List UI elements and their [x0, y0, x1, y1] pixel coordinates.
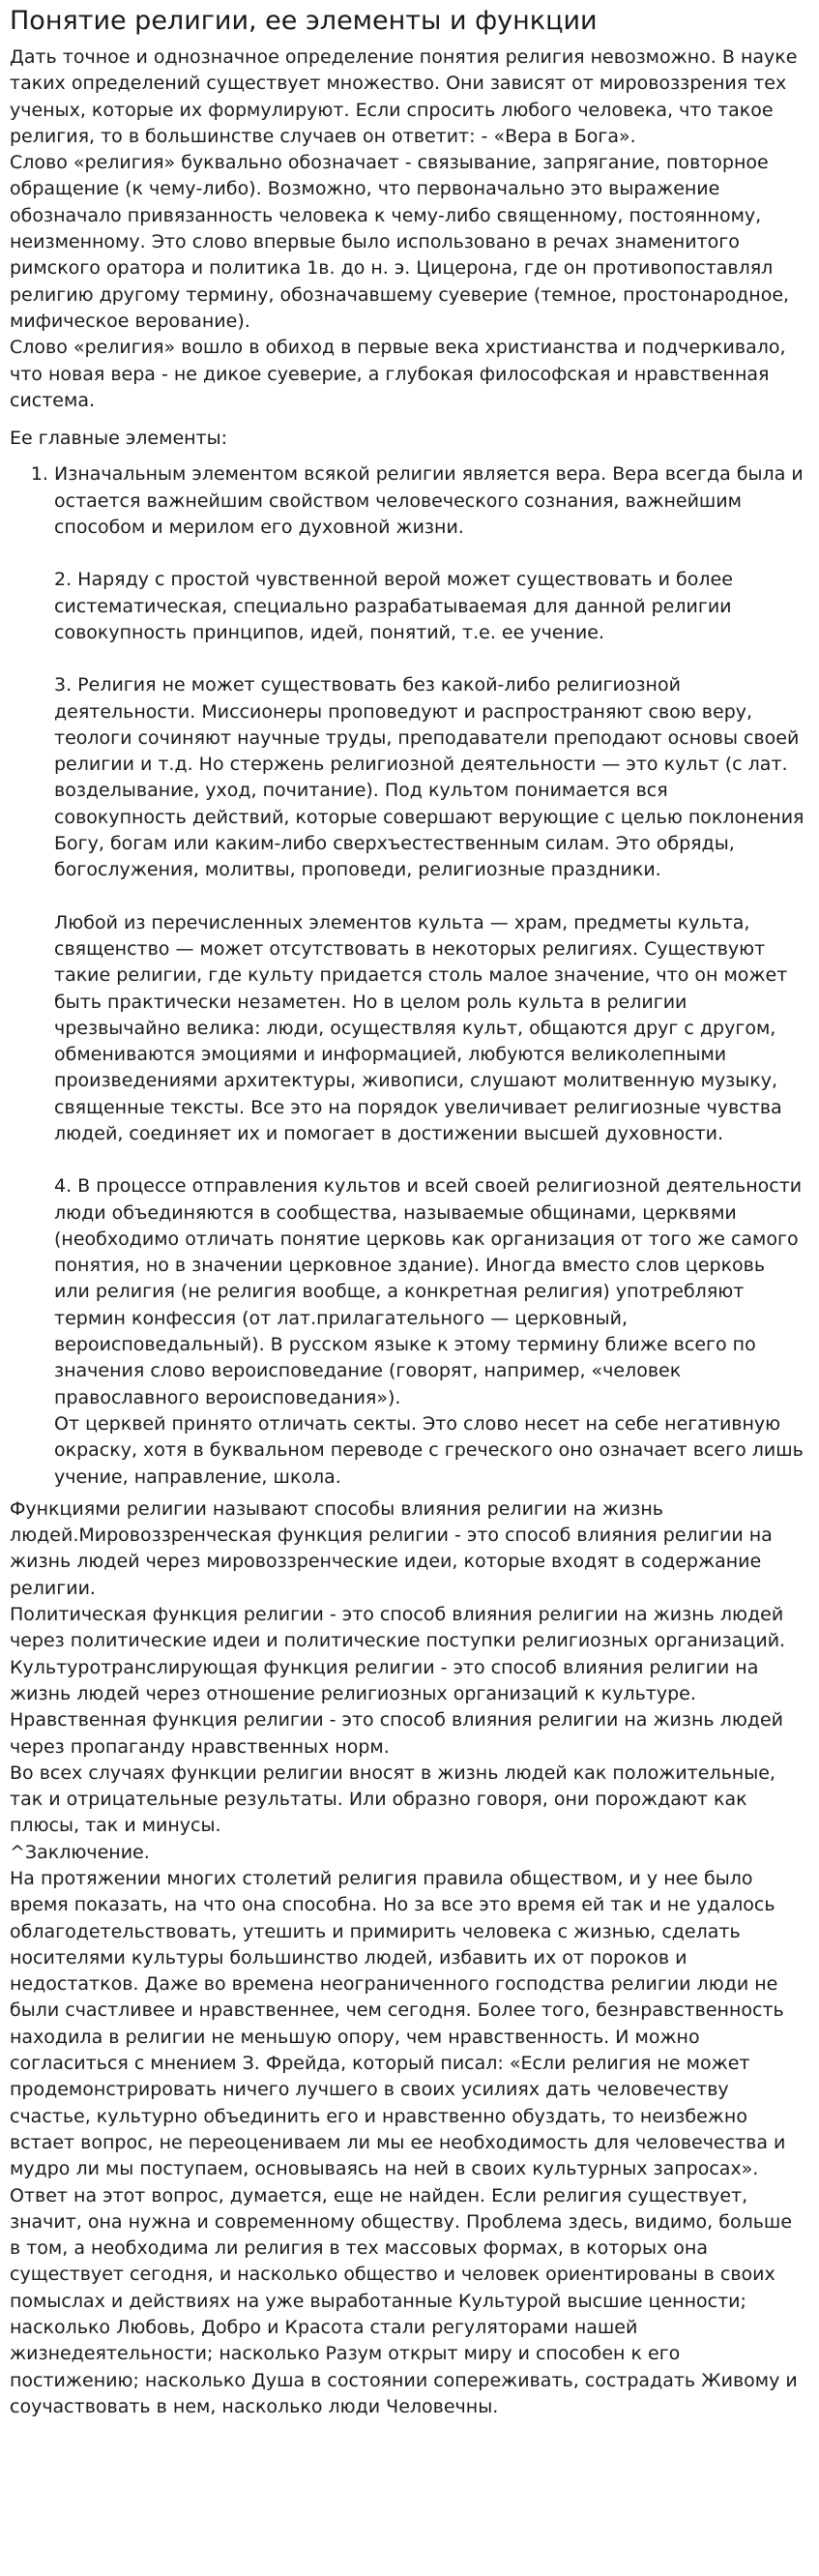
intro-paragraph: Слово «религия» вошло в обиход в первые века христианства и подчеркивало, что новая вера - не дикое суеверие, а глубокая философская и нравственная система.	[10, 337, 786, 411]
intro-paragraph: Дать точное и однозначное определение понятия религия невозможно. В науке таких определений существует множество. Они зависят от мировоззрения тех ученых, которые их формулируют. Если спросить любого человека, что такое религия, то в большинстве случаев он ответит: - «Вера в Бога».	[10, 46, 798, 147]
element-paragraph: 2. Наряду с простой чувственной верой может существовать и более систематическая, специально разрабатываемая для данной религии совокупность принципов, идей, понятий, т.е. ее учение.	[54, 569, 733, 643]
functions-paragraph: Нравственная функция религии - это способ влияния религии на жизнь людей через пропаганду нравственных норм.	[10, 1709, 783, 1758]
conclusion-paragraph: Ответ на этот вопрос, думается, еще не найден. Если религия существует, значит, она нужна и современному обществу. Проблема здесь, видимо, больше в том, а необходима ли религия в тех массовых формах, в которых она существует сегодня, и насколько общество и человек ориентированы в своих помыслах и действиях на уже выработанные Культурой высшие ценности; насколько Любовь, Добро и Красота стали регуляторами нашей жизнедеятельности; насколько Разум открыт миру и способен к его постижению; насколько Душа в состоянии сопереживать, сострадать Живому и соучаствовать в нем, насколько люди Человечны.	[10, 2184, 798, 2417]
element-paragraph: 4. В процессе отправления культов и всей своей религиозной деятельности люди объединяются в сообщества, называемые общинами, церквями (необходимо отличать понятие церковь как организация от того же самого понятия, но в значении церковное здание). Иногда вместо слов церковь или религия (не религия вообще, а конкретная религия) употребляют термин конфессия (от лат.прилагательного — церковный, вероисповедальный). В русском языке к этому термину ближе всего по значения слово вероисповедание (говорят, например, «человек православного вероисповедания»).	[54, 1175, 803, 1408]
intro-section	[10, 44, 805, 414]
conclusion-paragraph: На протяжении многих столетий религия правила обществом, и у нее было время показать, на что она способна. Но за все это время ей так и не удалось облагодетельствовать, утешить и примирить человека с жизнью, сделать носителями культуры большинство людей, избавить их от пороков и недостатков. Даже во времена неограниченного господства религии люди не были счастливее и нравственнее, чем сегодня. Более того, безнравственность находила в религии не меньшую опору, чем нравственность. И можно согласиться с мнением З. Фрейда, который писал: «Если религия не может продемонстрировать ничего лучшего в своих усилиях дать человечеству счастье, культурно объединить его и нравственно обуздать, то неизбежно встает вопрос, не переоцениваем ли мы ее необходимость для человечества и мудро ли мы поступаем, основываясь на ней в своих культурных запросах».	[10, 1868, 786, 2180]
element-paragraph: Любой из перечисленных элементов культа — храм, предметы культа, священство — может отсутствовать в некоторых религиях. Существуют такие религии, где культу придается столь малое значение, что он может быть практически незаметен. Но в целом роль культа в религии чрезвычайно велика: люди, осуществляя культ, общаются друг с другом, обмениваются эмоциями и информацией, любуются великолепными произведениями архитектуры, живописи, слушают молитвенную музыку, священные тексты. Все это на порядок увеличивает религиозные чувства людей, соединяет их и помогает в достижении высшей духовности.	[54, 911, 788, 1144]
functions-paragraph: Политическая функция религии - это способ влияния религии на жизнь людей через политические идеи и политические поступки религиозных организаций.	[10, 1604, 786, 1652]
element-paragraph: 3. Религия не может существовать без какой-либо религиозной деятельности. Миссионеры проповедуют и распространяют свою веру, теологи сочиняют научные труды, преподаватели преподают основы своей религии и т.д. Но стержень религиозной деятельности — это культ (с лат. возделывание, уход, почитание). Под культом понимается вся совокупность действий, которые совершают верующие с целью поклонения Богу, богам или каким-либо сверхъестественным силам. Это обряды, богослужения, молитвы, проповеди, религиозные праздники.	[54, 674, 804, 881]
element-paragraph: От церквей принято отличать секты. Это слово несет на себе негативную окраску, хотя в буквальном переводе с греческого оно означает всего лишь учение, направление, школа.	[54, 1412, 804, 1488]
page-title: Понятие религии, ее элементы и функции	[10, 6, 598, 36]
list-item	[54, 461, 805, 1490]
functions-paragraph: Во всех случаях функции религии вносят в жизнь людей как положительные, так и отрицательные результаты. Или образно говоря, они порождают как плюсы, так и минусы.	[10, 1762, 775, 1837]
functions-paragraph: Культуротранслирующая функция религии - это способ влияния религии на жизнь людей через отношение религиозных организаций к культуре.	[10, 1656, 759, 1704]
intro-paragraph: Слово «религия» буквально обозначает - связывание, запрягание, повторное обращение (к чему-либо). Возможно, что первоначально это выражение обозначало привязанность человека к чему-либо священному, постоянному, неизменному. Это слово впервые было использовано в речах знаменитого римского оратора и политика 1в. до н. э. Цицерона, где он противопоставлял религию другому термину, обозначавшему суеверие (темное, простонародное, мифическое верование).	[10, 152, 790, 332]
element-paragraph: 1. Изначальным элементом всякой религии является вера. Вера всегда была и остается важнейшим свойством человеческого сознания, важнейшим способом и мерилом его духовной жизни.	[54, 463, 804, 539]
functions-section	[10, 1496, 805, 2420]
elements-list	[10, 461, 805, 1490]
conclusion-heading: ^Заключение.	[10, 1841, 150, 1863]
elements-heading: Ее главные элементы:	[10, 428, 228, 450]
functions-paragraph: Функциями религии называют способы влияния религии на жизнь людей.Мировоззренческая функция религии - это способ влияния религии на жизнь людей через мировоззренческие идеи, которые входят в содержание религии.	[10, 1497, 773, 1599]
